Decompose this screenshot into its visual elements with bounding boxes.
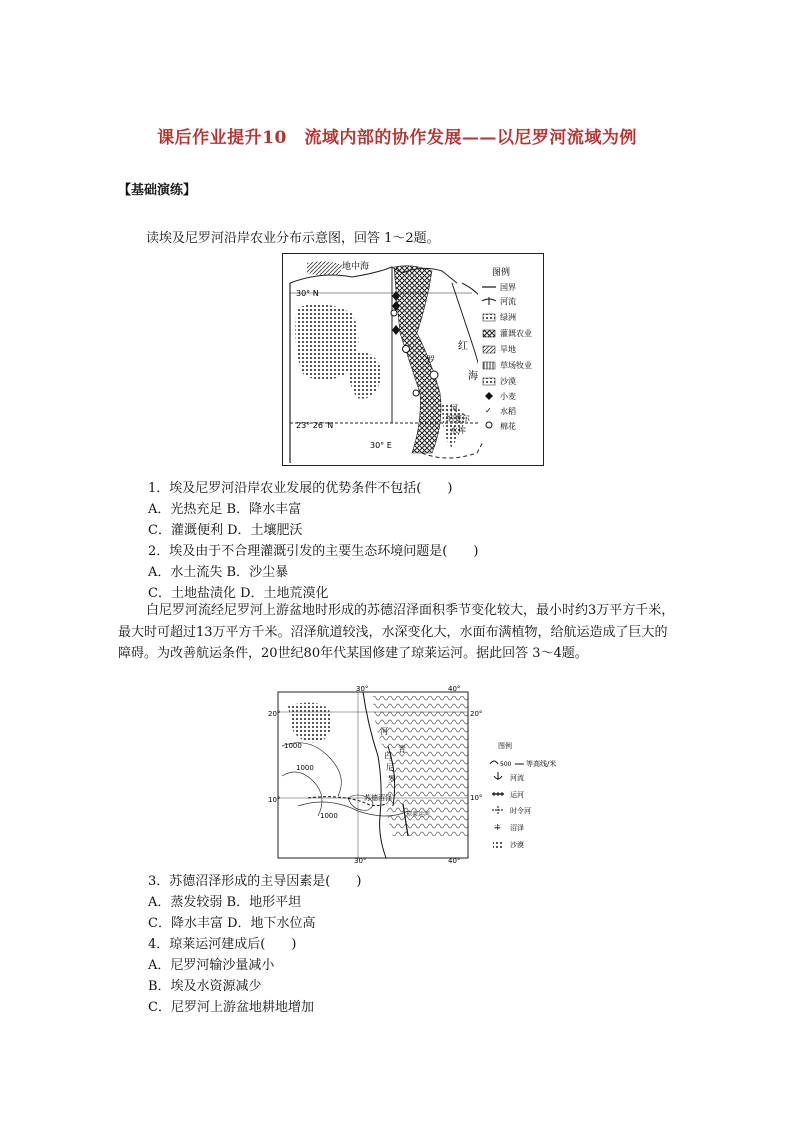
map2-legend-desert: 沙漠 — [510, 841, 524, 849]
map1-label-lon30: 30° E — [370, 441, 392, 450]
legend-irrigated: 灌溉农业 — [500, 329, 532, 338]
map2-lat10-right: 10° — [470, 794, 483, 802]
map2-label-luo: 罗 — [388, 775, 396, 784]
map1-label-lat30: 30° N — [296, 289, 319, 298]
map2-legend-contour: 等高线/米 — [526, 760, 557, 768]
map1-label-hong: 红 — [458, 341, 468, 352]
map2-legend-seasonal-river: 时令河 — [510, 807, 531, 815]
map1-label-he: 河 — [450, 404, 458, 413]
question-4-option-b: B．埃及水资源减少 — [148, 979, 262, 994]
map1-label-lat23: 23° 26′ N — [296, 421, 334, 430]
map2-legend-contour-value: 500 — [500, 761, 512, 768]
question-2-options-cd: C．土地盐渍化 D．土地荒漠化 — [148, 586, 329, 601]
map2-contour-label-2: 1000 — [296, 764, 314, 772]
map2-legend-canal: 运河 — [510, 791, 524, 799]
svg-text:⁜: ⁜ — [494, 823, 501, 832]
map2-legend-swamp: 沼泽 — [510, 824, 524, 832]
map2-label-ni: 尼 — [386, 763, 394, 772]
question-2: 2．埃及由于不合理灌溉引发的主要生态环境问题是( ) — [148, 544, 479, 559]
map2-lon30-top: 30° — [356, 685, 369, 693]
map2-contour-label-3: 1000 — [320, 812, 338, 820]
map1-label-sea: 地中海 — [342, 262, 370, 272]
map2-lat10-left: 10° — [268, 796, 281, 804]
legend-oasis: 绿洲 — [500, 313, 516, 322]
question-2-options-ab: A．水土流失 B．沙尘暴 — [148, 565, 289, 580]
legend-desert: 沙漠 — [500, 377, 516, 386]
map2-lat20-left: 20° — [268, 710, 281, 718]
map1-label-dam1: 纳赛尔 — [446, 414, 470, 423]
map1-label-dam2: 水库 — [450, 426, 466, 435]
sudd-swamp-map — [268, 685, 557, 865]
map2-label-bai: 白 — [384, 751, 392, 760]
question-4-option-c: C．尼罗河上游盆地耕地增加 — [148, 1000, 314, 1015]
legend-pasture: 草场牧业 — [500, 361, 532, 370]
question-1-options-cd: C．灌溉便利 D．土壤肥沃 — [148, 523, 303, 538]
section-heading: 【基础演练】 — [118, 183, 197, 198]
legend-river: 河流 — [500, 297, 516, 306]
legend-wheat: 小麦 — [500, 392, 516, 401]
question-3-options-cd: C．降水丰富 D．地下水位高 — [148, 916, 316, 931]
svg-text:✓: ✓ — [485, 406, 492, 415]
question-1-options-ab: A．光热充足 B．降水丰富 — [148, 502, 302, 517]
legend-dryland: 旱地 — [500, 345, 516, 354]
map1-legend — [478, 263, 542, 443]
passage-text: 白尼罗河流经尼罗河上游盆地时形成的苏德沼泽面积季节变化较大，最小时约3万平方千米，最大时可超过13万平方千米。沼泽航道较浅，水深变化大，水面布满植物，给航运造成了巨大的障碍。为改善航运条件，20世纪80年代某国修建了琼莱运河。据此回答 3～4题。 — [118, 603, 675, 661]
question-3: 3．苏德沼泽形成的主导因素是( ) — [148, 874, 362, 889]
egypt-agriculture-map — [282, 253, 544, 466]
question-3-options-ab: A．蒸发较弱 B．地形平坦 — [148, 895, 302, 910]
question-4: 4．琼莱运河建成后( ) — [148, 937, 297, 952]
question-4-option-a: A．尼罗河输沙量减小 — [148, 958, 275, 973]
map2-contour-label-1: 1000 — [284, 742, 302, 750]
map2-legend-river: 河流 — [510, 774, 524, 782]
intro-text-1: 读埃及尼罗河沿岸农业分布示意图，回答 1～2题。 — [146, 231, 440, 246]
map2-label-he: 河 — [380, 727, 388, 736]
map2-lon40-top: 40° — [448, 685, 461, 693]
question-1: 1．埃及尼罗河沿岸农业发展的优势条件不包括( ) — [148, 481, 453, 496]
map2-legend — [490, 741, 556, 849]
map2-lat20-right: 20° — [470, 710, 483, 718]
map1-label-hai: 海 — [468, 371, 478, 382]
map2-lon40-bottom: 40° — [448, 857, 461, 865]
page-title: 课后作业提升10 流域内部的协作发展——以尼罗河流域为例 — [157, 128, 637, 148]
map2-lon30-bottom: 30° — [354, 857, 367, 865]
legend-cotton: 棉花 — [500, 422, 516, 431]
map1-legend-title: 图例 — [492, 268, 511, 278]
map2-legend-title: 图例 — [498, 742, 512, 750]
legend-border: 国界 — [500, 283, 516, 292]
legend-rice: 水稻 — [500, 407, 516, 416]
map2-label-sudd: 苏德沼泽 — [364, 794, 392, 802]
map2-label-qing: 青 — [398, 745, 406, 754]
map2-label-jonglei: 琼莱运河 — [406, 811, 431, 818]
map1-label-luo: 罗 — [426, 356, 436, 366]
